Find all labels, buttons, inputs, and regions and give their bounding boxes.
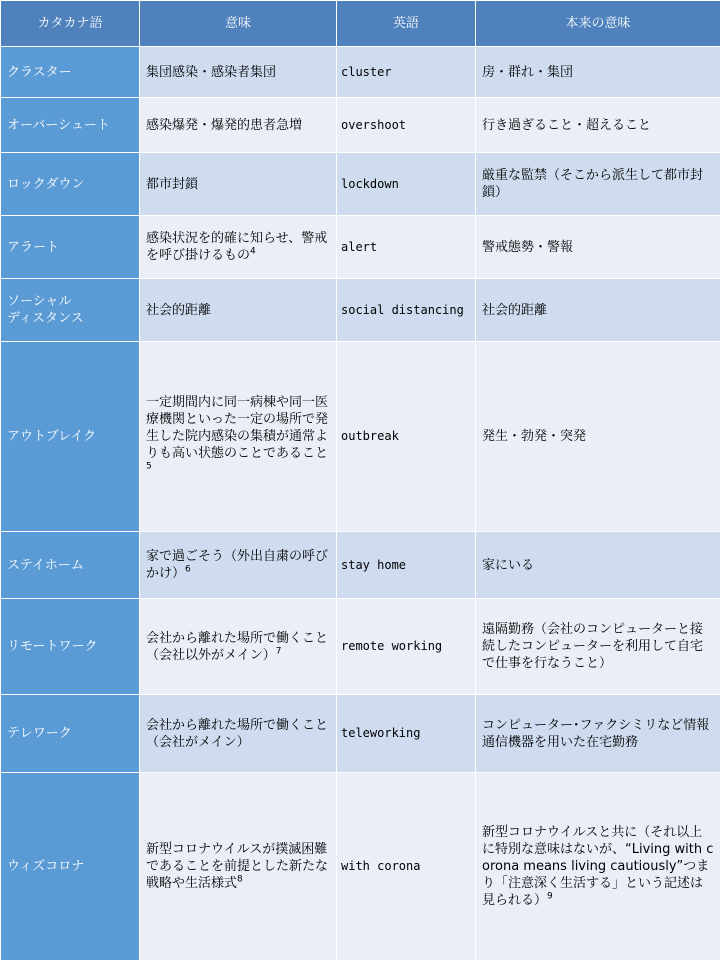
table-row <box>1 47 720 98</box>
table-row <box>1 153 720 216</box>
term-cell: テレワーク <box>1 695 140 773</box>
meaning-cell <box>140 773 337 961</box>
term-cell: ウィズコロナ <box>1 773 140 961</box>
footnote-marker: 8 <box>237 875 243 885</box>
meaning-cell <box>140 532 337 599</box>
original-cell <box>476 342 720 532</box>
meaning-text: 集団感染・感染者集団 <box>146 65 276 80</box>
term-cell: アラート <box>1 216 140 279</box>
header-term: カタカナ語 <box>1 1 140 47</box>
table-row <box>1 342 720 532</box>
english-cell: stay home <box>337 532 476 599</box>
english-cell: outbreak <box>337 342 476 532</box>
term-cell: クラスター <box>1 47 140 98</box>
meaning-text: 会社から離れた場所で働くこと（会社がメイン） <box>146 718 328 750</box>
term-cell: アウトブレイク <box>1 342 140 532</box>
original-cell <box>476 279 720 342</box>
original-text: 遠隔勤務（会社のコンピューターと接続したコンピューターを利用して自宅で仕事を行なうこと） <box>482 622 703 671</box>
table-row <box>1 98 720 153</box>
english-cell: with corona <box>337 773 476 961</box>
original-cell <box>476 773 720 961</box>
original-cell <box>476 532 720 599</box>
table-row <box>1 216 720 279</box>
term-cell: ステイホーム <box>1 532 140 599</box>
footnote-marker: 4 <box>250 247 256 257</box>
term-cell: リモートワーク <box>1 599 140 695</box>
table-row <box>1 599 720 695</box>
meaning-cell <box>140 98 337 153</box>
meaning-cell <box>140 342 337 532</box>
footnote-marker: 9 <box>547 892 553 902</box>
original-text: コンピューター･ファクシミリなど情報通信機器を用いた在宅勤務 <box>482 718 709 750</box>
meaning-text: 一定期間内に同一病棟や同一医療機関といった一定の場所で発生した院内感染の集積が通常よりも高い状態のことであること <box>146 395 328 461</box>
original-text: 房・群れ・集団 <box>482 65 573 80</box>
table-row <box>1 279 720 342</box>
header-meaning: 意味 <box>140 1 337 47</box>
original-cell <box>476 153 720 216</box>
header-row <box>1 1 720 47</box>
meaning-text: 社会的距離 <box>146 303 211 318</box>
english-cell: cluster <box>337 47 476 98</box>
meaning-text: 新型コロナウイルスが撲滅困難であることを前提とした新たな戦略や生活様式 <box>146 842 328 891</box>
original-cell <box>476 695 720 773</box>
table-row <box>1 695 720 773</box>
original-cell <box>476 599 720 695</box>
term-cell: オーバーシュート <box>1 98 140 153</box>
header-original: 本来の意味 <box>476 1 720 47</box>
meaning-text: 家で過ごそう（外出自粛の呼びかけ） <box>146 549 328 581</box>
footnote-marker: 5 <box>146 462 152 472</box>
meaning-cell <box>140 216 337 279</box>
original-text: 発生・勃発・突発 <box>482 429 586 444</box>
english-cell: remote working <box>337 599 476 695</box>
meaning-cell <box>140 599 337 695</box>
english-cell: overshoot <box>337 98 476 153</box>
original-cell <box>476 47 720 98</box>
english-cell: social distancing <box>337 279 476 342</box>
footnote-marker: 6 <box>185 565 191 575</box>
meaning-cell <box>140 695 337 773</box>
meaning-cell <box>140 47 337 98</box>
original-text: 家にいる <box>482 558 534 573</box>
table-row <box>1 773 720 961</box>
footnote-marker: 7 <box>276 646 282 656</box>
term-cell: ロックダウン <box>1 153 140 216</box>
english-cell: teleworking <box>337 695 476 773</box>
meaning-text: 会社から離れた場所で働くこと（会社以外がメイン） <box>146 631 328 663</box>
meaning-cell <box>140 153 337 216</box>
meaning-cell <box>140 279 337 342</box>
original-text: 行き過ぎること・超えること <box>482 118 651 133</box>
meaning-text: 感染状況を的確に知らせ、警戒を呼び掛けるもの <box>146 231 327 263</box>
table-row <box>1 532 720 599</box>
original-text: 警戒態勢・警報 <box>482 240 573 255</box>
original-cell <box>476 216 720 279</box>
meaning-text: 感染爆発・爆発的患者急増 <box>146 118 302 133</box>
original-text: 厳重な監禁（そこから派生して都市封鎖） <box>482 168 703 200</box>
meaning-text: 都市封鎖 <box>146 177 198 192</box>
original-text: 新型コロナウイルスと共に（それ以上に特別な意味はないが、“Living with corona means living cautiously”つまり「注意深く生活する」という記述は見られる） <box>482 825 713 908</box>
original-cell <box>476 98 720 153</box>
original-text: 社会的距離 <box>482 303 547 318</box>
term-cell: ソーシャル ディスタンス <box>1 279 140 342</box>
english-cell: alert <box>337 216 476 279</box>
english-cell: lockdown <box>337 153 476 216</box>
header-english: 英語 <box>337 1 476 47</box>
